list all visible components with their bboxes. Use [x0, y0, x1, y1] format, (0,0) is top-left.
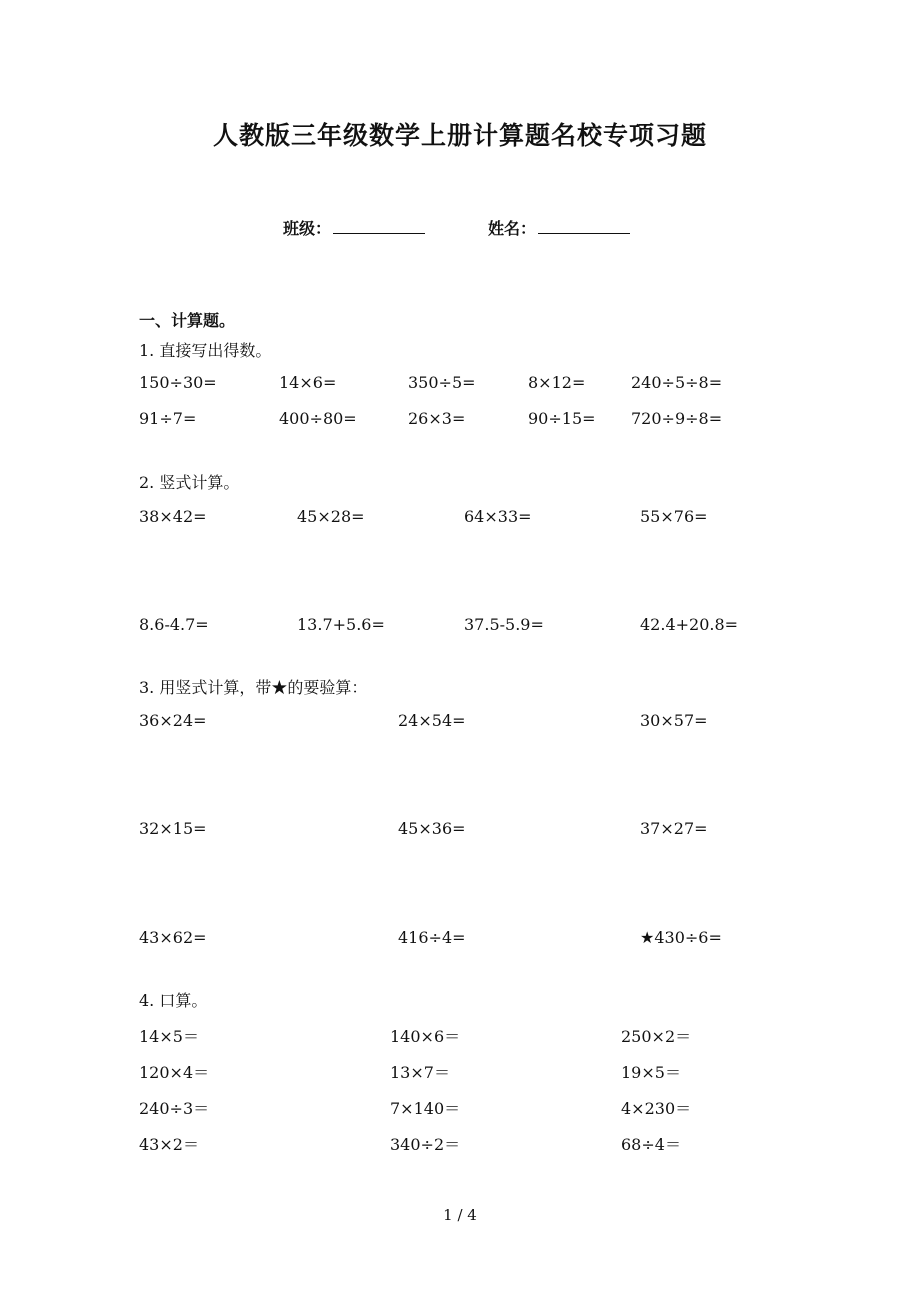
problem: 340÷2＝	[390, 1135, 461, 1154]
problem: 45×36=	[398, 819, 466, 838]
problem: ★430÷6=	[640, 928, 722, 947]
problem: 350÷5=	[408, 373, 476, 392]
problem: 30×57=	[640, 711, 708, 730]
class-blank	[333, 219, 425, 234]
class-field	[283, 216, 425, 239]
problem: 250×2＝	[621, 1027, 692, 1046]
problem: 42.4+20.8=	[640, 615, 739, 634]
problem: 13×7＝	[390, 1063, 450, 1082]
problem: 37×27=	[640, 819, 708, 838]
problem: 64×33=	[464, 507, 532, 526]
name-blank	[538, 219, 630, 234]
problem: 55×76=	[640, 507, 708, 526]
question-3-heading: 3. 用竖式计算，带★的要验算：	[139, 678, 368, 697]
problem: 120×4＝	[139, 1063, 210, 1082]
problem: 38×42=	[139, 507, 207, 526]
problem: 8.6-4.7=	[139, 615, 209, 634]
problem: 24×54=	[398, 711, 466, 730]
problem: 240÷5÷8=	[631, 373, 723, 392]
problem: 43×62=	[139, 928, 207, 947]
problem: 14×6=	[279, 373, 337, 392]
problem: 32×15=	[139, 819, 207, 838]
name-field	[488, 216, 630, 239]
problem: 90÷15=	[528, 409, 596, 428]
problem: 91÷7=	[139, 409, 197, 428]
problem: 240÷3＝	[139, 1099, 210, 1118]
problem: 8×12=	[528, 373, 586, 392]
name-label: 姓名：	[488, 219, 537, 238]
problem: 26×3=	[408, 409, 466, 428]
question-1-heading: 1. 直接写出得数。	[139, 341, 272, 360]
question-2-heading: 2. 竖式计算。	[139, 473, 240, 492]
page-title: 人教版三年级数学上册计算题名校专项习题	[212, 121, 707, 150]
problem: 13.7+5.6=	[297, 615, 385, 634]
page-number: 1 / 4	[443, 1206, 477, 1224]
problem: 36×24=	[139, 711, 207, 730]
problem: 150÷30=	[139, 373, 217, 392]
question-4-heading: 4. 口算。	[139, 991, 208, 1010]
problem: 140×6＝	[390, 1027, 461, 1046]
problem: 416÷4=	[398, 928, 466, 947]
class-label: 班级：	[283, 219, 332, 238]
problem: 720÷9÷8=	[631, 409, 723, 428]
problem: 45×28=	[297, 507, 365, 526]
problem: 7×140＝	[390, 1099, 461, 1118]
section-heading: 一、计算题。	[139, 311, 236, 330]
problem: 4×230＝	[621, 1099, 692, 1118]
problem: 14×5＝	[139, 1027, 199, 1046]
problem: 68÷4＝	[621, 1135, 681, 1154]
problem: 37.5-5.9=	[464, 615, 544, 634]
problem: 19×5＝	[621, 1063, 681, 1082]
problem: 400÷80=	[279, 409, 357, 428]
problem: 43×2＝	[139, 1135, 199, 1154]
